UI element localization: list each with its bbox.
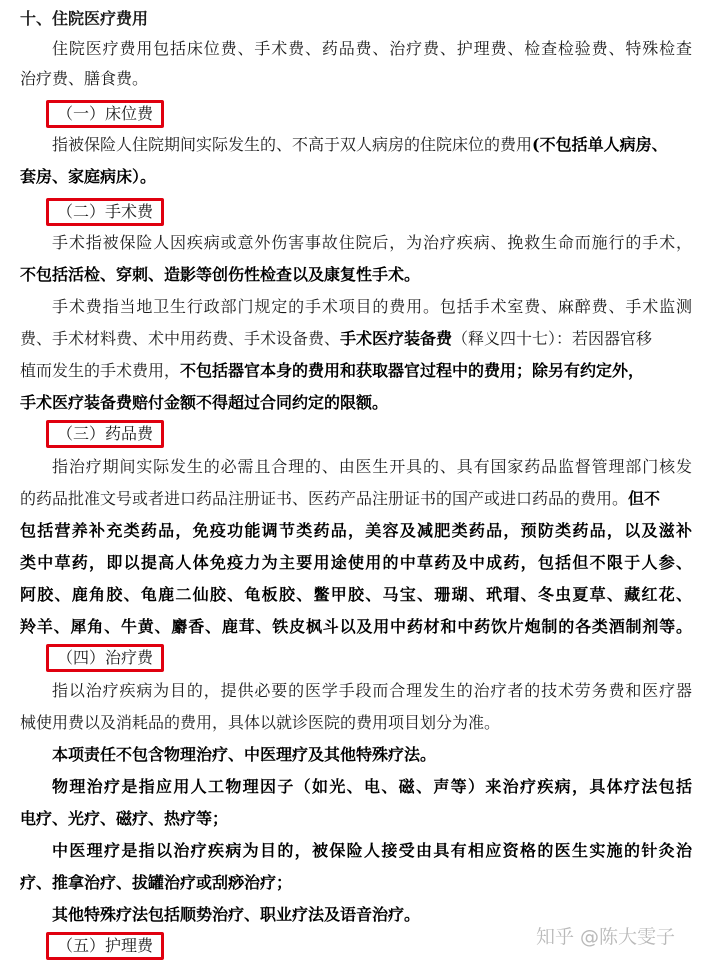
physical-therapy-line-1: 物理治疗是指应用人工物理因子（如光、电、磁、声等）来治疗疾病，具体疗法包括 <box>52 777 692 796</box>
drug-line-5: 阿胶、鹿角胶、龟鹿二仙胶、龟板胶、鳖甲胶、马宝、珊瑚、玳瑁、冬虫夏草、藏红花、 <box>20 585 692 604</box>
drug-exclusion-start: 但不 <box>628 489 661 508</box>
heading-nursing-fee: （五）护理费 <box>46 932 164 960</box>
tcm-therapy-line-1: 中医理疗是指以治疗疾病为目的，被保险人接受由具有相应资格的医生实施的针灸治 <box>52 841 692 860</box>
surgery-p1-line-2: 不包括活检、穿刺、造影等创伤性检查以及康复性手术。 <box>20 265 421 284</box>
surgery-p2-line-3 <box>20 356 692 386</box>
surgery-organ-exclusion: 不包括器官本身的费用和获取器官过程中的费用；除另有约定外， <box>180 361 645 380</box>
treatment-exclusion: 本项责任不包含物理治疗、中医理疗及其他特殊疗法。 <box>52 745 437 764</box>
bed-fee-line-1 <box>52 130 692 160</box>
intro-line-2: 治疗费、膳食费。 <box>20 69 149 88</box>
surgery-p2-text-d: 植而发生的手术费用， <box>20 361 181 380</box>
surgery-p2-text-a: 费、手术材料费、术中用药费、手术设备费、 <box>20 329 341 348</box>
bed-fee-text: 指被保险人住院期间实际发生的、不高于双人病房的住院床位的费用 <box>52 135 533 154</box>
surgery-p2-text-c: （释义四十七）：若因器官移 <box>452 329 653 348</box>
drug-line-3: 包括营养补充类药品，免疫功能调节类药品，美容及减肥类药品，预防类药品，以及滋补 <box>20 521 692 540</box>
section-title: 十、住院医疗费用 <box>20 9 149 28</box>
bed-fee-exclusion: (不包括单人病房、 <box>532 135 668 154</box>
physical-therapy-line-2: 电疗、光疗、磁疗、热疗等； <box>20 809 229 828</box>
heading-surgery-fee: （二）手术费 <box>46 198 164 226</box>
intro-line-1: 住院医疗费用包括床位费、手术费、药品费、治疗费、护理费、检查检验费、特殊检查 <box>52 39 692 58</box>
special-therapy-line: 其他特殊疗法包括顺势治疗、职业疗法及语音治疗。 <box>52 905 421 924</box>
surgery-p2-line-2 <box>20 324 692 354</box>
surgery-p1-line-1: 手术指被保险人因疾病或意外伤害事故住院后，为治疗疾病、挽救生命而施行的手术， <box>52 233 692 252</box>
surgery-p2-line-1: 手术费指当地卫生行政部门规定的手术项目的费用。包括手术室费、麻醉费、手术监测 <box>52 297 692 316</box>
heading-treatment-fee: （四）治疗费 <box>46 644 164 672</box>
drug-line-1: 指治疗期间实际发生的必需且合理的、由医生开具的、具有国家药品监督管理部门核发 <box>52 457 692 476</box>
treatment-line-1: 指以治疗疾病为目的，提供必要的医学手段而合理发生的治疗者的技术劳务费和医疗器 <box>52 681 692 700</box>
drug-line-2 <box>20 484 692 514</box>
bed-fee-line-2: 套房、家庭病床）。 <box>20 167 157 186</box>
tcm-therapy-line-2: 疗、推拿治疗、拔罐治疗或刮痧治疗； <box>20 873 293 892</box>
surgery-p2-line-4: 手术医疗装备费赔付金额不得超过合同约定的限额。 <box>20 393 389 412</box>
treatment-line-2: 械使用费以及消耗品的费用，具体以就诊医院的费用项目划分为准。 <box>20 713 501 732</box>
drug-text-a: 的药品批准文号或者进口药品注册证书、医药产品注册证书的国产或进口药品的费用。 <box>20 489 629 508</box>
surgery-equipment-fee: 手术医疗装备费 <box>340 329 453 348</box>
drug-line-4: 类中草药，即以提高人体免疫力为主要用途使用的中草药及中成药，包括但不限于人参、 <box>20 553 692 572</box>
drug-line-6: 羚羊、犀角、牛黄、麝香、鹿茸、铁皮枫斗以及用中药材和中药饮片炮制的各类酒制剂等。 <box>20 617 692 636</box>
heading-bed-fee: （一）床位费 <box>46 100 164 128</box>
zhihu-watermark: 知乎 @陈大雯子 <box>536 926 676 948</box>
heading-drug-fee: （三）药品费 <box>46 420 164 448</box>
